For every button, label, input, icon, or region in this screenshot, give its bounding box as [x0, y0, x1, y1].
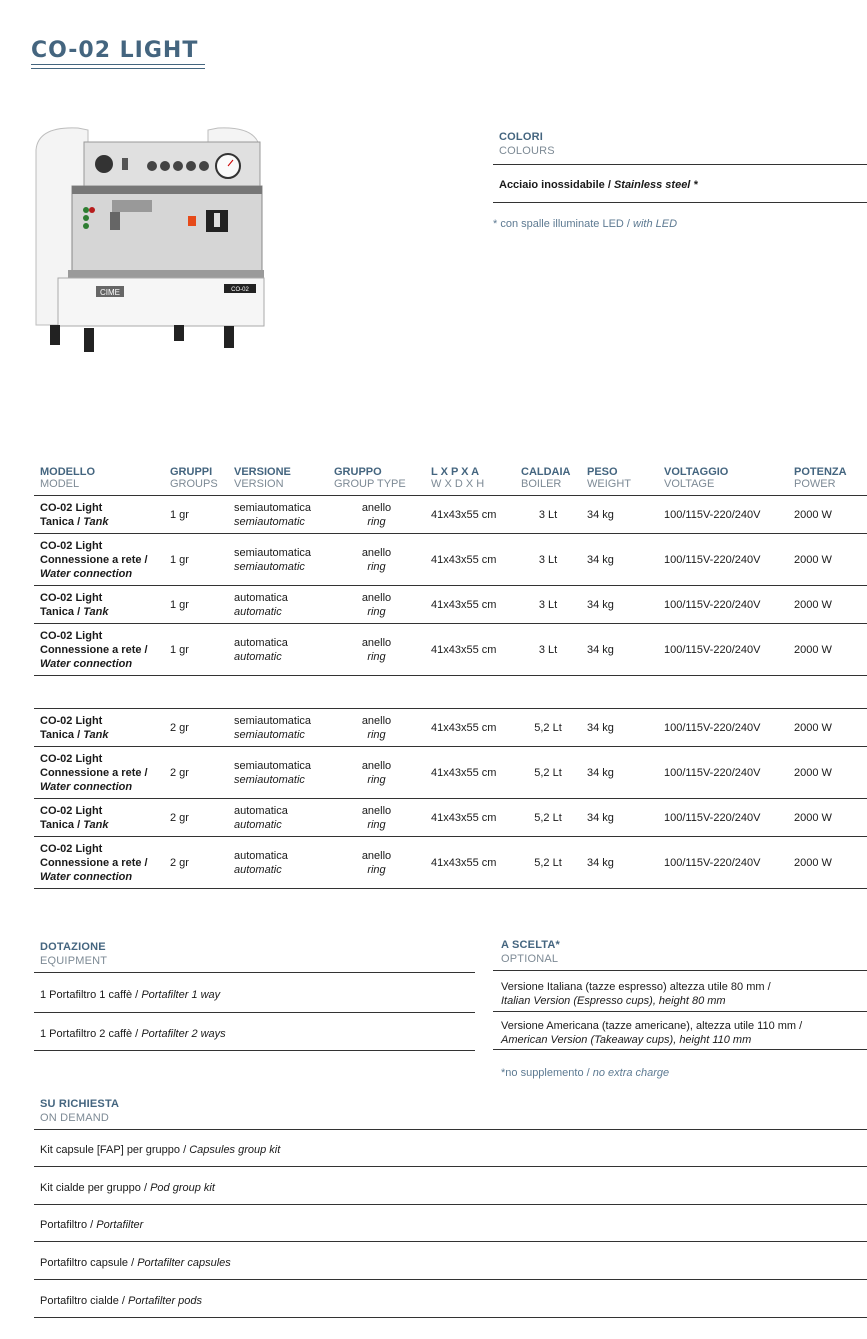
cell-power: 2000 W: [788, 586, 867, 624]
cell-dimensions: 41x43x55 cm: [425, 747, 515, 799]
colour-value: [499, 179, 698, 191]
cell-groups: 1 gr: [164, 534, 228, 586]
cell-voltage: 100/115V-220/240V: [658, 624, 788, 676]
on-demand-label-en: ON DEMAND: [40, 1112, 110, 1124]
list-item: 1 Portafiltro 2 caffè / Portafilter 2 ways: [40, 1028, 226, 1040]
on-demand-label: SU RICHIESTA: [40, 1098, 120, 1110]
table-row: [34, 496, 867, 534]
cell-group-type: anello ring: [328, 534, 425, 586]
cell-power: 2000 W: [788, 709, 867, 747]
cell-boiler: 3 Lt: [515, 496, 581, 534]
divider: [493, 164, 867, 165]
cell-boiler: 5,2 Lt: [515, 709, 581, 747]
table-row: [34, 709, 867, 747]
divider: [34, 1129, 867, 1130]
cell-dimensions: 41x43x55 cm: [425, 534, 515, 586]
divider: [34, 1241, 867, 1242]
divider: [493, 202, 867, 203]
cell-model: CO-02 Light Tanica / Tank: [34, 709, 164, 747]
cell-group-type: anello ring: [328, 837, 425, 889]
optional-label: A SCELTA*: [501, 939, 561, 951]
divider: [34, 1050, 475, 1051]
divider: [34, 1012, 475, 1013]
header-version: VERSIONE VERSION: [228, 462, 328, 496]
cell-version: automatica automatic: [228, 837, 328, 889]
cell-voltage: 100/115V-220/240V: [658, 837, 788, 889]
cell-dimensions: 41x43x55 cm: [425, 799, 515, 837]
list-item: Portafiltro cialde / Portafilter pods: [40, 1295, 203, 1307]
cell-voltage: 100/115V-220/240V: [658, 534, 788, 586]
cell-model: CO-02 Light Connessione a rete / Water connection: [34, 747, 164, 799]
cell-boiler: 3 Lt: [515, 624, 581, 676]
list-item: Versione Americana (tazze americane), altezza utile 110 mm / American Version (Takeaway cups), height 110 mm: [501, 1020, 803, 1046]
list-item: Kit capsule [FAP] per gruppo / Capsules group kit: [40, 1144, 281, 1156]
cell-weight: 34 kg: [581, 586, 658, 624]
cell-weight: 34 kg: [581, 534, 658, 586]
spacer-row: [34, 676, 867, 709]
list-item: 1 Portafiltro 1 caffè / Portafilter 1 way: [40, 989, 221, 1001]
cell-group-type: anello ring: [328, 624, 425, 676]
cell-model: CO-02 Light Connessione a rete / Water connection: [34, 624, 164, 676]
cell-groups: 1 gr: [164, 624, 228, 676]
cell-version: semiautomatica semiautomatic: [228, 747, 328, 799]
cell-boiler: 5,2 Lt: [515, 747, 581, 799]
cell-dimensions: 41x43x55 cm: [425, 709, 515, 747]
divider: [34, 972, 475, 973]
cell-model: CO-02 Light Tanica / Tank: [34, 586, 164, 624]
spec-table: [34, 462, 867, 889]
cell-groups: 1 gr: [164, 586, 228, 624]
cell-model: CO-02 Light Tanica / Tank: [34, 496, 164, 534]
cell-model: CO-02 Light Connessione a rete / Water connection: [34, 837, 164, 889]
cell-voltage: 100/115V-220/240V: [658, 709, 788, 747]
table-row: [34, 586, 867, 624]
cell-weight: 34 kg: [581, 496, 658, 534]
cell-voltage: 100/115V-220/240V: [658, 799, 788, 837]
page-title: CO-02 LIGHT: [31, 38, 199, 63]
header-model: MODELLO MODEL: [34, 462, 164, 496]
cell-group-type: anello ring: [328, 799, 425, 837]
header-power: POTENZA POWER: [788, 462, 867, 496]
list-item: Portafiltro capsule / Portafilter capsules: [40, 1257, 231, 1269]
colours-note-en: with LED: [633, 218, 678, 230]
cell-power: 2000 W: [788, 837, 867, 889]
cell-version: automatica automatic: [228, 586, 328, 624]
header-group-type: GRUPPO GROUP TYPE: [328, 462, 425, 496]
cell-power: 2000 W: [788, 747, 867, 799]
divider: [493, 970, 867, 971]
optional-note: *no supplemento / no extra charge: [501, 1067, 670, 1079]
cell-groups: 2 gr: [164, 709, 228, 747]
colours-note-it: * con spalle illuminate LED /: [493, 218, 630, 230]
divider: [493, 1049, 867, 1050]
cell-voltage: 100/115V-220/240V: [658, 586, 788, 624]
divider: [34, 1166, 867, 1167]
cell-boiler: 3 Lt: [515, 586, 581, 624]
divider: [34, 1204, 867, 1205]
cell-weight: 34 kg: [581, 837, 658, 889]
table-header-row: [34, 462, 867, 496]
cell-power: 2000 W: [788, 799, 867, 837]
colours-label: COLORI: [499, 131, 543, 143]
table-row: [34, 837, 867, 889]
colour-value-it: Acciaio inossidabile /: [499, 179, 611, 191]
table-row: [34, 747, 867, 799]
cell-boiler: 5,2 Lt: [515, 837, 581, 889]
cell-version: semiautomatica semiautomatic: [228, 496, 328, 534]
cell-groups: 1 gr: [164, 496, 228, 534]
cell-boiler: 5,2 Lt: [515, 799, 581, 837]
optional-label-en: OPTIONAL: [501, 953, 559, 965]
cell-groups: 2 gr: [164, 837, 228, 889]
cell-weight: 34 kg: [581, 624, 658, 676]
header-groups: GRUPPI GROUPS: [164, 462, 228, 496]
colour-value-en: Stainless steel *: [613, 179, 698, 191]
cell-weight: 34 kg: [581, 799, 658, 837]
header-voltage: VOLTAGGIO VOLTAGE: [658, 462, 788, 496]
cell-group-type: anello ring: [328, 747, 425, 799]
colours-label-en: COLOURS: [499, 145, 555, 157]
title-underline: [31, 64, 205, 65]
cell-weight: 34 kg: [581, 747, 658, 799]
list-item: Portafiltro / Portafilter: [40, 1219, 144, 1231]
cell-power: 2000 W: [788, 624, 867, 676]
header-dimensions: L X P X A W X D X H: [425, 462, 515, 496]
cell-group-type: anello ring: [328, 496, 425, 534]
brand-plate-text: CIME: [100, 288, 120, 297]
header-boiler: CALDAIA BOILER: [515, 462, 581, 496]
cell-power: 2000 W: [788, 534, 867, 586]
divider: [493, 1011, 867, 1012]
equipment-label: DOTAZIONE: [40, 941, 106, 953]
cell-groups: 2 gr: [164, 747, 228, 799]
cell-groups: 2 gr: [164, 799, 228, 837]
cell-boiler: 3 Lt: [515, 534, 581, 586]
divider: [34, 1317, 867, 1318]
list-item: Kit cialde per gruppo / Pod group kit: [40, 1182, 215, 1194]
espresso-machine-image: [28, 120, 268, 360]
cell-version: semiautomatica semiautomatic: [228, 709, 328, 747]
cell-model: CO-02 Light Tanica / Tank: [34, 799, 164, 837]
cell-model: CO-02 Light Connessione a rete / Water connection: [34, 534, 164, 586]
cell-weight: 34 kg: [581, 709, 658, 747]
equipment-label-en: EQUIPMENT: [40, 955, 108, 967]
cell-voltage: 100/115V-220/240V: [658, 747, 788, 799]
cell-dimensions: 41x43x55 cm: [425, 624, 515, 676]
colours-note: [493, 218, 677, 230]
cell-version: automatica automatic: [228, 799, 328, 837]
cell-power: 2000 W: [788, 496, 867, 534]
cell-version: automatica automatic: [228, 624, 328, 676]
table-row: [34, 534, 867, 586]
cell-version: semiautomatica semiautomatic: [228, 534, 328, 586]
model-plate-text: CO-02: [231, 287, 249, 293]
list-item: Versione Italiana (tazze espresso) altezza utile 80 mm / Italian Version (Espresso cups), height 80 mm: [501, 981, 771, 1007]
cell-group-type: anello ring: [328, 709, 425, 747]
divider: [34, 1279, 867, 1280]
cell-voltage: 100/115V-220/240V: [658, 496, 788, 534]
cell-group-type: anello ring: [328, 586, 425, 624]
title-underline-2: [31, 68, 205, 69]
cell-dimensions: 41x43x55 cm: [425, 496, 515, 534]
cell-dimensions: 41x43x55 cm: [425, 837, 515, 889]
cell-dimensions: 41x43x55 cm: [425, 586, 515, 624]
header-weight: PESO WEIGHT: [581, 462, 658, 496]
table-row: [34, 799, 867, 837]
table-row: [34, 624, 867, 676]
